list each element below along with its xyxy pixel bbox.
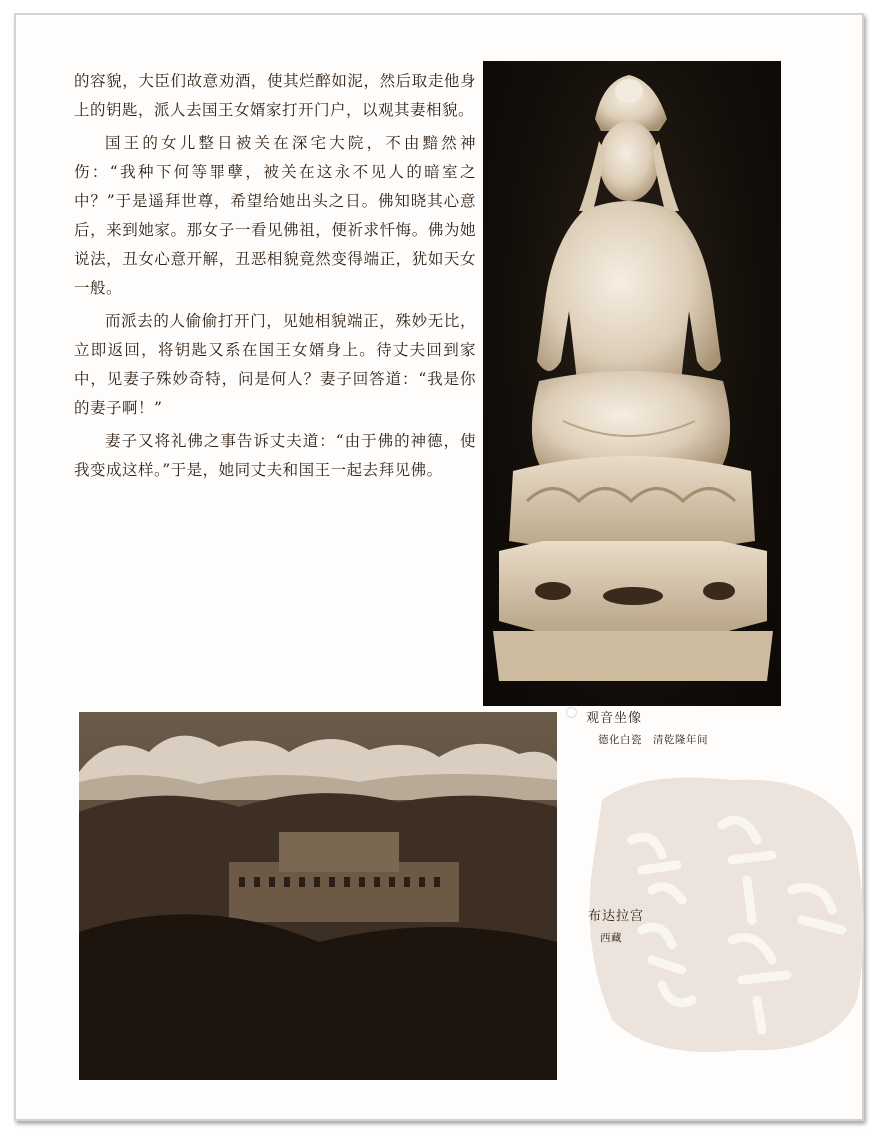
- statue-caption-title: 观音坐像: [586, 711, 643, 726]
- caption-marker: [566, 707, 577, 718]
- potala-palace-photo: [79, 712, 557, 1080]
- paragraph-4: 妻子又将礼佛之事告诉丈夫道：“由于佛的神德，使我变成这样。”于是，她同丈夫和国王一起去拜见佛。: [74, 432, 476, 479]
- potala-palace-image: [79, 712, 557, 1080]
- palace-caption-detail: 西藏: [600, 932, 622, 944]
- paragraph-1: 的容貌，大臣们故意劝酒，使其烂醉如泥，然后取走他身上的钥匙，派人去国王女婿家打开门户，以观其妻相貌。: [74, 72, 476, 119]
- paragraph-2: 国王的女儿整日被关在深宅大院，不由黯然神伤：“我种下何等罪孽，被关在这永不见人的暗室之中？”于是遥拜世尊，希望给她出头之日。佛知晓其心意后，来到她家。那女子一看见佛祖，便祈求忏悔。佛为她说法，丑女心意开解，丑恶相貌竟然变得端正，犹如天女一般。: [74, 134, 476, 297]
- guanyin-statue-photo: [483, 61, 781, 706]
- paragraph-3: 而派去的人偷偷打开门，见她相貌端正，殊妙无比，立即返回，将钥匙又系在国王女婿身上。待丈夫回到家中，见妻子殊妙奇特，问是何人？妻子回答道：“我是你的妻子啊！”: [74, 312, 476, 417]
- book-page: [14, 13, 864, 1121]
- guanyin-statue-image: [483, 61, 781, 706]
- palace-caption: [588, 905, 644, 945]
- statue-caption-detail: 德化白瓷 清乾隆年间: [598, 734, 708, 746]
- statue-caption: [586, 707, 708, 747]
- article-body: [74, 67, 476, 489]
- palace-caption-title: 布达拉宫: [588, 909, 645, 924]
